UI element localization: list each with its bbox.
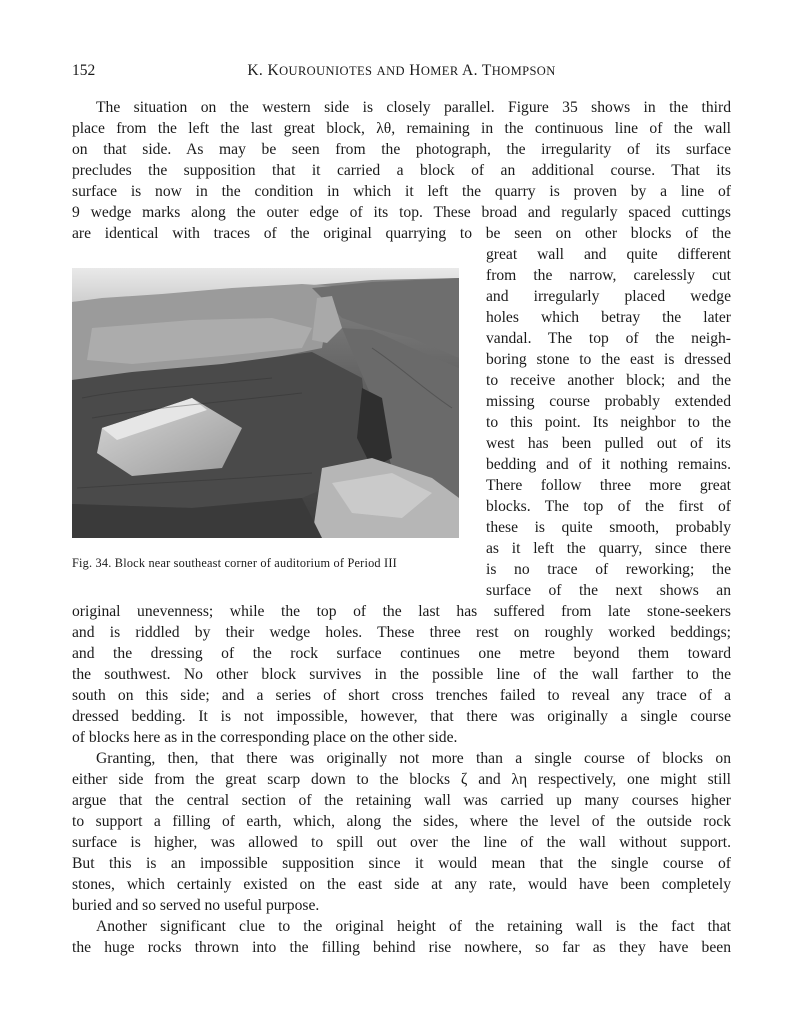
author-part: AND	[376, 64, 405, 78]
text-line: But this is an impossible supposition since it would mean that the single course of	[72, 855, 731, 872]
text-line: and the dressing of the rock surface continues one metre beyond them toward	[72, 645, 731, 662]
text-line: Granting, then, that there was originally not more than a single course of blocks on	[96, 750, 731, 767]
text-line: blocks. The top of the first of	[486, 498, 731, 515]
author-part: A. T	[458, 62, 492, 79]
author-part: OMER	[420, 64, 459, 78]
text-line: either side from the great scarp down to the blocks ζ and λη respectively, one might still	[72, 771, 731, 788]
text-line: to this point. Its neighbor to the	[486, 414, 731, 431]
text-line: and irregularly placed wedge	[486, 288, 731, 305]
text-line: great wall and quite different	[486, 246, 731, 263]
text-line: surface of the next shows an	[486, 582, 731, 599]
text-line: the southwest. No other block survives in the possible line of the wall farther to the	[72, 666, 731, 683]
text-line: boring stone to the east is dressed	[486, 351, 731, 368]
text-line: south on this side; and a series of short cross trenches failed to reveal any trace of a	[72, 687, 731, 704]
text-line: Another significant clue to the original height of the retaining wall is the fact that	[96, 918, 731, 935]
figure-photograph	[72, 268, 459, 538]
text-line: holes which betray the later	[486, 309, 731, 326]
text-line: on that side. As may be seen from the photograph, the irregularity of its surface	[72, 141, 731, 158]
text-line: and is riddled by their wedge holes. These three rest on roughly worked beddings;	[72, 624, 731, 641]
text-line: to receive another block; and the	[486, 372, 731, 389]
text-line: vandal. The top of the neigh-	[486, 330, 731, 347]
text-line: argue that the central section of the retaining wall was carried up many courses higher	[72, 792, 731, 809]
text-line: The situation on the western side is closely parallel. Figure 35 shows in the third	[96, 99, 731, 116]
text-line: 9 wedge marks along the outer edge of its top. These broad and regularly spaced cuttings	[72, 204, 731, 221]
text-line: west has been pulled out of its	[486, 435, 731, 452]
text-line: place from the left the last great block, λθ, remaining in the continuous line of the wall	[72, 120, 731, 137]
text-line: to support a filling of earth, which, along the sides, where the level of the outside rock	[72, 813, 731, 830]
author-part: HOMPSON	[491, 64, 556, 78]
text-line: missing course probably extended	[486, 393, 731, 410]
running-header	[72, 62, 731, 84]
author-part: OUROUNIOTES	[279, 64, 373, 78]
figure-caption: Fig. 34. Block near southeast corner of auditorium of Period III	[72, 556, 397, 570]
author-part: K. K	[247, 62, 280, 79]
text-line: precludes the supposition that it carried a block of an additional course. That its	[72, 162, 731, 179]
text-line: surface is now in the condition in which it left the quarry is proven by a line of	[72, 183, 731, 200]
running-title	[72, 62, 731, 80]
page-number: 152	[72, 62, 96, 79]
text-line: as it left the quarry, since there	[486, 540, 731, 557]
text-line: are identical with traces of the original quarrying to be seen on other blocks of the	[72, 225, 731, 242]
text-line: There follow three more great	[486, 477, 731, 494]
text-line: these is quite smooth, probably	[486, 519, 731, 536]
text-line: the huge rocks thrown into the filling behind rise nowhere, so far as they have been	[72, 939, 731, 956]
text-line: dressed bedding. It is not impossible, however, that there was originally a single course	[72, 708, 731, 725]
text-line: original unevenness; while the top of the last has suffered from late stone-seekers	[72, 603, 731, 620]
excavation-photo	[72, 268, 459, 538]
text-line: stones, which certainly existed on the east side at any rate, would have been completely	[72, 876, 731, 893]
author-part: H	[404, 62, 421, 79]
text-line: from the narrow, carelessly cut	[486, 267, 731, 284]
text-line: buried and so served no useful purpose.	[72, 897, 320, 914]
text-line: is no trace of reworking; the	[486, 561, 731, 578]
text-line: surface is higher, was allowed to spill out over the line of the wall without support.	[72, 834, 731, 851]
text-line: bedding and of it nothing remains.	[486, 456, 731, 473]
text-line: of blocks here as in the corresponding place on the other side.	[72, 729, 458, 746]
